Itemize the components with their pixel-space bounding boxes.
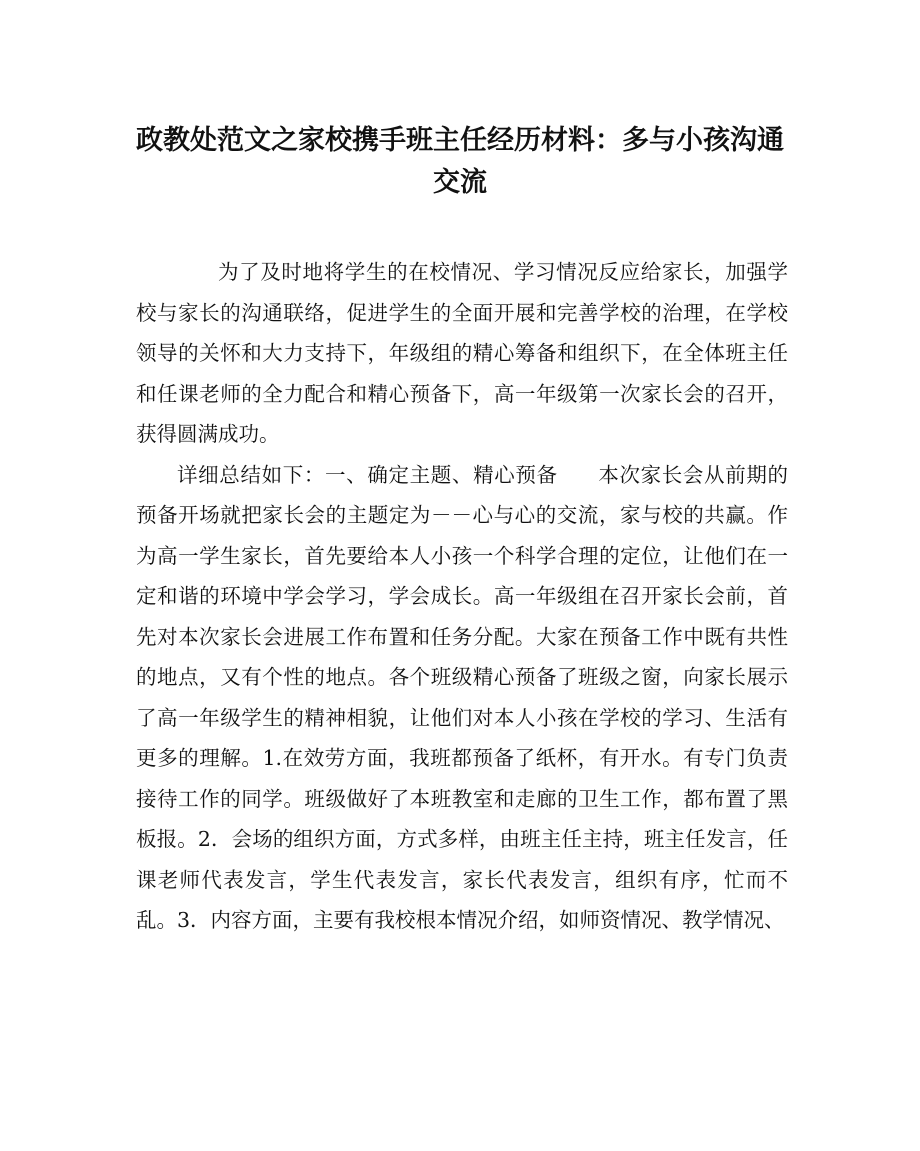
document-body: [136, 252, 788, 941]
document-title: 政教处范文之家校携手班主任经历材料：多与小孩沟通交流: [136, 125, 784, 198]
paragraph-summary-lead: 详细总结如下：一、确定主题、精心预备: [177, 462, 558, 487]
paragraph-summary-text: 本次家长会从前期的预备开场就把家长会的主题定为－－心与心的交流，家与校的共赢。作为高一学生家长，首先要给本人小孩一个科学合理的定位，让他们在一定和谐的环境中学会学习，学会成长。高一年级组在召开家长会前，首先对本次家长会进展工作布置和任务分配。大家在预备工作中既有共性的地点，又有个性的地点。各个班级精心预备了班级之窗，向家长展示了高一年级学生的精神相貌，让他们对本人小孩在学校的学习、生活有更多的理解。1.在效劳方面，我班都预备了纸杯，有开水。有专门负责接待工作的同学。班级做好了本班教室和走廊的卫生工作，都布置了黑板报。2．会场的组织方面，方式多样，由班主任主持，班主任发言，任课老师代表发言，学生代表发言，家长代表发言，组织有序，忙而不乱。3．内容方面，主要有我校根本情况介绍，如师资情况、教学情况、: [136, 462, 789, 932]
paragraph-summary: [136, 455, 788, 941]
paragraph-intro-text: 为了及时地将学生的在校情况、学习情况反应给家长，加强学校与家长的沟通联络，促进学生的全面开展和完善学校的治理，在学校领导的关怀和大力支持下，年级组的精心筹备和组织下，在全体班主任和任课老师的全力配合和精心预备下，高一年级第一次家长会的召开，获得圆满成功。: [136, 260, 788, 446]
paragraph-intro: [136, 252, 788, 455]
